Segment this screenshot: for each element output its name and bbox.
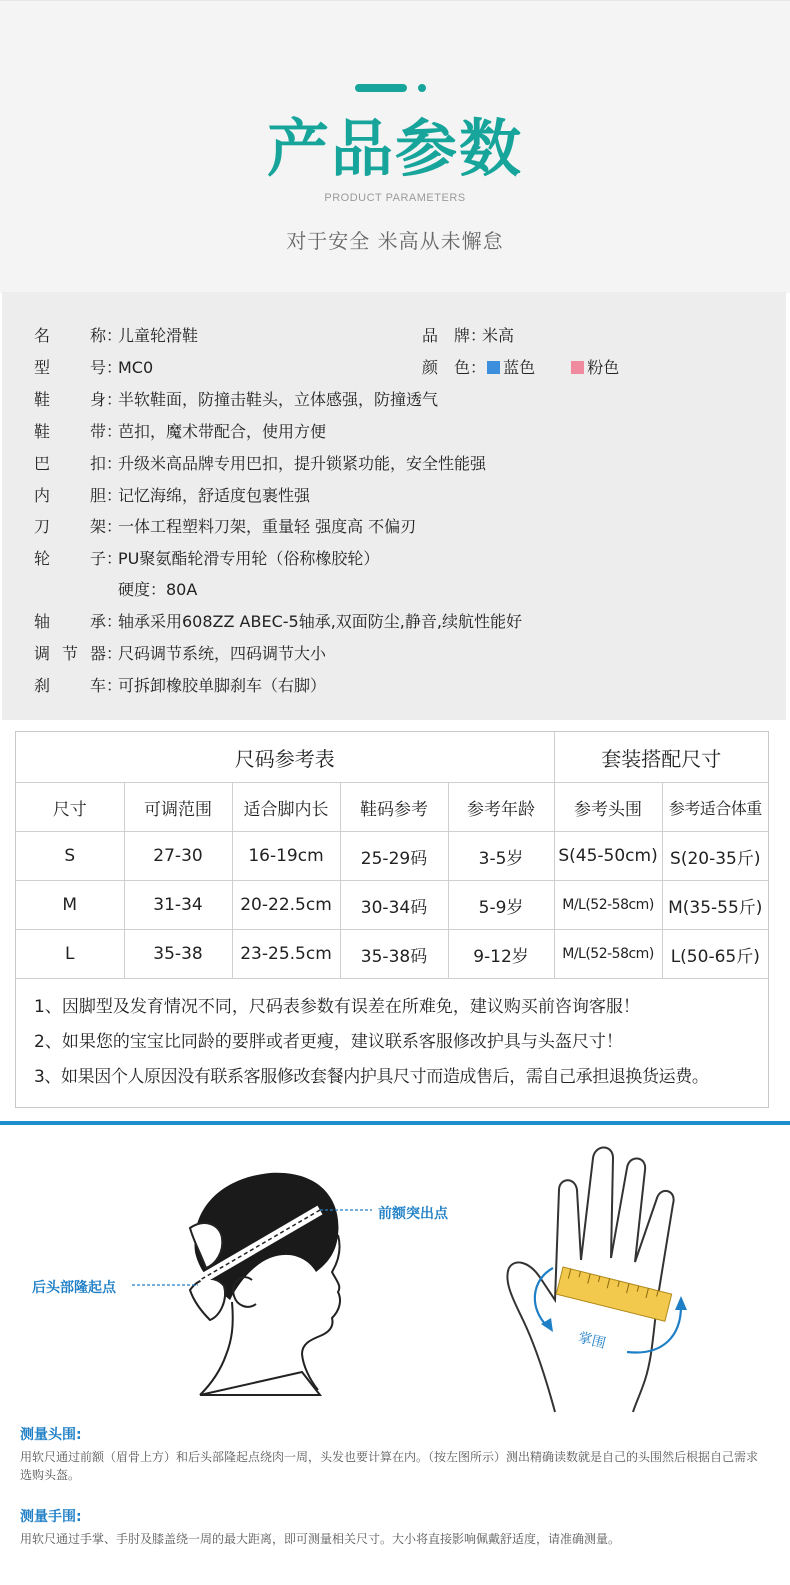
spec-value: 升级米高品牌专用巴扣，提升锁紧功能，安全性能强 — [118, 454, 487, 473]
slogan: 对于安全 米高从未懈怠 — [286, 229, 504, 253]
spec-label: 轮子 — [34, 549, 106, 568]
page-subtitle-en: PRODUCT PARAMETERS — [324, 192, 466, 204]
color-option-pink: 粉色 — [587, 358, 620, 377]
spec-value: 米高 — [482, 326, 515, 345]
table-cell: 3-5岁 — [448, 832, 554, 881]
spec-row: 鞋带：芭扣，魔术带配合，使用方便 — [34, 420, 326, 444]
table-cell: 27-30 — [124, 832, 232, 881]
spec-value: MC0 — [118, 358, 154, 377]
spec-value: 可拆卸橡胶单脚刹车（右脚） — [118, 676, 327, 695]
spec-value: 硬度：80A — [118, 580, 198, 599]
hand-measure-title: 测量手围: — [20, 1509, 82, 1525]
spec-label: 鞋带 — [34, 422, 106, 441]
head-measure-title: 测量头围: — [20, 1427, 82, 1443]
spec-model: 型号：MC0 — [34, 356, 153, 380]
spec-row: 刹车：可拆卸橡胶单脚刹车（右脚） — [34, 674, 326, 698]
blue-swatch — [487, 361, 500, 374]
size-table-title: 尺码参考表 — [16, 732, 554, 783]
column-header: 鞋码参考 — [340, 783, 448, 832]
spec-row: 轮子：PU聚氨酯轮滑专用轮（俗称橡胶轮） — [34, 547, 379, 571]
table-cell: 35-38码 — [340, 930, 448, 979]
table-cell: 9-12岁 — [448, 930, 554, 979]
column-header: 参考头围 — [554, 783, 662, 832]
palm-label: 掌围 — [576, 1329, 608, 1353]
spec-label: 轴承 — [34, 612, 106, 631]
table-cell: L — [16, 930, 124, 979]
spec-row: 刀架：一体工程塑料刀架，重量轻 强度高 不偏刃 — [34, 515, 416, 539]
table-cell: 31-34 — [124, 881, 232, 930]
spec-value: 儿童轮滑鞋 — [118, 326, 199, 345]
spec-color: 颜色： 蓝色 粉色 — [422, 356, 619, 380]
table-row — [16, 930, 768, 979]
note-item: 2、如果您的宝宝比同龄的要胖或者更瘦，建议联系客服修改护具与头盔尺寸！ — [34, 1032, 623, 1052]
spec-value: 轴承采用608ZZ ABEC-5轴承,双面防尘,静音,续航性能好 — [118, 612, 522, 631]
pink-swatch — [571, 361, 584, 374]
table-row — [16, 881, 768, 930]
table-row — [16, 832, 768, 881]
hand-measure-illustration — [495, 1140, 735, 1415]
column-header: 可调范围 — [124, 783, 232, 832]
spec-row: 内胆：记忆海绵，舒适度包裹性强 — [34, 484, 310, 508]
spec-label: 调节器 — [34, 644, 106, 663]
spec-label: 颜色 — [422, 358, 470, 377]
arrow-head-icon — [675, 1296, 687, 1310]
table-cell: S(20-35斤) — [662, 832, 768, 881]
spec-brand: 品牌：米高 — [422, 324, 514, 348]
spec-value: 记忆海绵，舒适度包裹性强 — [118, 486, 311, 505]
spec-row: 巴扣：升级米高品牌专用巴扣，提升锁紧功能，安全性能强 — [34, 452, 486, 476]
spec-panel — [2, 292, 786, 720]
spec-label: 名称 — [34, 326, 106, 345]
column-header: 尺寸 — [16, 783, 124, 832]
color-option-blue: 蓝色 — [503, 358, 536, 377]
size-notes — [34, 990, 764, 1095]
column-header: 参考年龄 — [448, 783, 554, 832]
table-cell: S(45-50cm) — [554, 832, 662, 881]
table-cell: 25-29码 — [340, 832, 448, 881]
spec-value: 尺码调节系统，四码调节大小 — [118, 644, 327, 663]
table-cell: S — [16, 832, 124, 881]
head-measure-text: 用软尺通过前额（眉骨上方）和后头部隆起点绕肉一周，头发也要计算在内。（按左图所示）测出精确读数就是自己的头围然后根据自己需求选购头盔。 — [20, 1450, 759, 1482]
note-item: 3、如果因个人原因没有联系客服修改套餐内护具尺寸而造成售后，需自己承担退换货运费。 — [34, 1067, 709, 1087]
spec-label: 鞋身 — [34, 390, 106, 409]
spec-value: 一体工程塑料刀架，重量轻 强度高 不偏刃 — [118, 517, 417, 536]
front-point-label: 前额突出点 — [378, 1206, 448, 1222]
note-item: 1、因脚型及发育情况不同，尺码表参数有误差在所难免，建议购买前咨询客服！ — [34, 997, 640, 1017]
spec-value: 半软鞋面，防撞击鞋头，立体感强，防撞透气 — [118, 390, 439, 409]
spec-label: 刀架 — [34, 517, 106, 536]
set-size-title: 套装搭配尺寸 — [554, 732, 768, 783]
table-cell: L(50-65斤) — [662, 930, 768, 979]
table-cell: 20-22.5cm — [232, 881, 340, 930]
table-cell: 23-25.5cm — [232, 930, 340, 979]
section-divider — [0, 1121, 790, 1125]
size-grid — [16, 732, 768, 979]
spec-label: 品牌 — [422, 326, 470, 345]
back-point-label: 后头部隆起点 — [32, 1280, 116, 1296]
spec-value: PU聚氨酯轮滑专用轮（俗称橡胶轮） — [118, 549, 380, 568]
spec-label: 巴扣 — [34, 454, 106, 473]
table-cell: 30-34码 — [340, 881, 448, 930]
spec-label: 内胆 — [34, 486, 106, 505]
table-cell: 16-19cm — [232, 832, 340, 881]
spec-row: 轴承：轴承采用608ZZ ABEC-5轴承,双面防尘,静音,续航性能好 — [34, 610, 522, 634]
spec-value: 芭扣，魔术带配合，使用方便 — [118, 422, 327, 441]
hand-measure-text: 用软尺通过手掌、手肘及膝盖绕一周的最大距离，即可测量相关尺寸。大小将直接影响佩戴舒适度，请准确测量。 — [20, 1532, 621, 1546]
ear-shape — [233, 1277, 256, 1307]
column-header: 参考适合体重 — [662, 783, 768, 832]
shirt-shape — [200, 1372, 320, 1395]
spec-row: 调节器：尺码调节系统，四码调节大小 — [34, 642, 326, 666]
spec-row — [118, 578, 197, 602]
spec-name: 名称：儿童轮滑鞋 — [34, 324, 198, 348]
table-cell: M(35-55斤) — [662, 881, 768, 930]
product-params-header — [0, 0, 790, 293]
column-header: 适合脚内长 — [232, 783, 340, 832]
spec-row: 鞋身：半软鞋面，防撞击鞋头，立体感强，防撞透气 — [34, 388, 438, 412]
size-reference-table — [15, 731, 769, 1108]
hand-shape — [190, 1279, 225, 1320]
title-decoration-dot — [418, 84, 426, 92]
page-title: 产品参数 — [266, 112, 523, 185]
table-cell: M/L(52-58cm) — [554, 881, 662, 930]
spec-label: 型号 — [34, 358, 106, 377]
spec-label: 刹车 — [34, 676, 106, 695]
table-cell: M/L(52-58cm) — [554, 930, 662, 979]
table-cell: 5-9岁 — [448, 881, 554, 930]
title-decoration-bar — [355, 84, 407, 92]
table-cell: 35-38 — [124, 930, 232, 979]
table-cell: M — [16, 881, 124, 930]
head-measure-illustration — [20, 1140, 460, 1405]
